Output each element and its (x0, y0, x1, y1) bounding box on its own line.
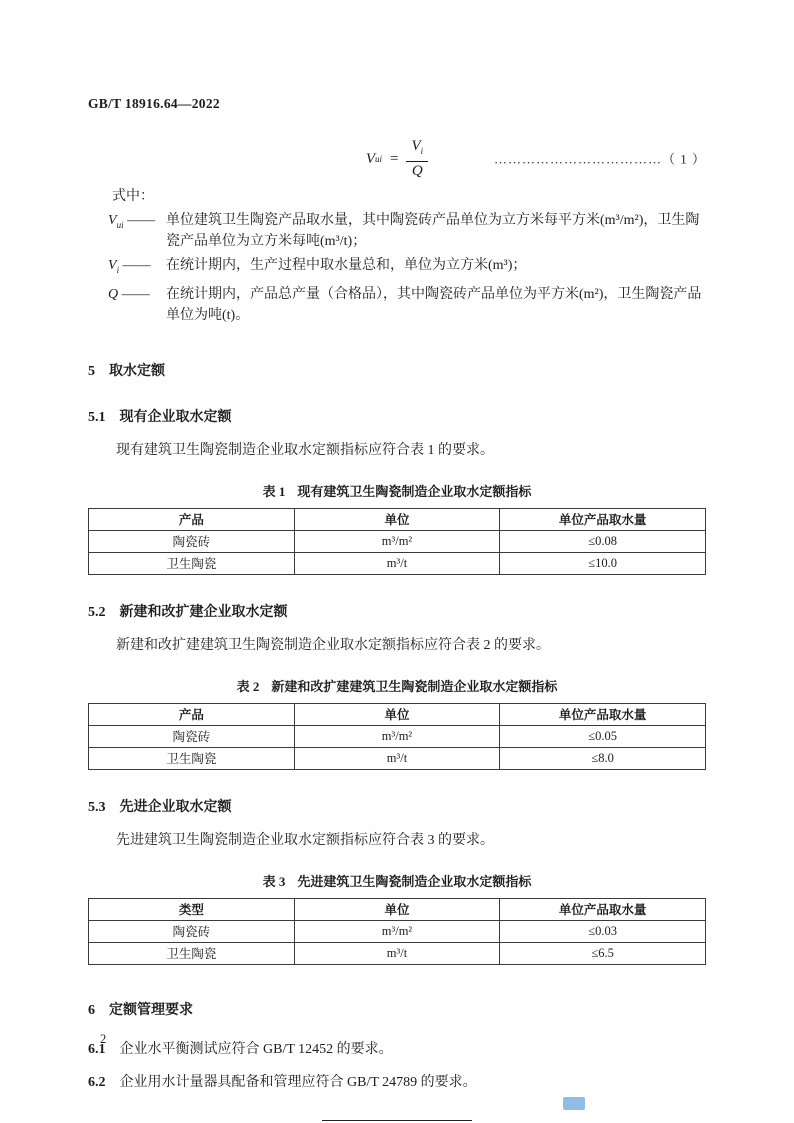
section-number: 6 (88, 1002, 95, 1018)
table-cell: 陶瓷砖 (89, 530, 295, 552)
clause-text: 企业水平衡测试应符合 GB/T 12452 的要求。 (119, 1041, 393, 1057)
definition-item (88, 210, 706, 252)
water-quota-table-1 (88, 508, 706, 575)
equation-row (88, 138, 706, 178)
table-header-cell: 产品 (89, 508, 295, 530)
definition-dash: —— (121, 286, 150, 302)
paragraph-5-2: 新建和改扩建建筑卫生陶瓷制造企业取水定额指标应符合表 2 的要求。 (116, 637, 550, 653)
definition-symbol (108, 210, 166, 252)
end-of-text-rule (322, 1120, 472, 1121)
clause-number: 6.2 (88, 1074, 106, 1090)
table-header-row (89, 508, 706, 530)
definition-dash: —— (127, 213, 156, 228)
table-header-cell: 单位产品取水量 (500, 898, 706, 920)
equals-sign: = (390, 150, 399, 167)
table-cell: m³/m² (294, 725, 500, 747)
table-cell: ≤0.05 (500, 725, 706, 747)
table-2-caption (88, 676, 706, 695)
clause-heading-5-2 (88, 601, 706, 621)
equation (366, 138, 428, 180)
table-header-row (89, 898, 706, 920)
table-header-cell: 单位 (294, 703, 500, 725)
fraction (406, 138, 428, 180)
definition-list (88, 210, 706, 326)
table-cell: 陶瓷砖 (89, 725, 295, 747)
table-header-cell: 单位产品取水量 (500, 703, 706, 725)
table-row (89, 530, 706, 552)
clause-number: 5.3 (88, 799, 106, 815)
symbol-var: V (108, 213, 117, 228)
clause-heading-5-1 (88, 406, 706, 426)
definition-text: 在统计期内，产品总产量（合格品），其中陶瓷砖产品单位为平方米(m²)，卫生陶瓷产品单位为吨(t)。 (166, 286, 702, 323)
standard-number: GB/T 18916.64—2022 (88, 96, 220, 111)
clause-number: 6.1 (88, 1041, 106, 1057)
page-number: 2 (100, 1032, 107, 1046)
table-cell: m³/t (294, 747, 500, 769)
equation-lhs-var: V (365, 150, 375, 167)
table-caption-label: 表 3 (262, 873, 286, 889)
clause-title: 现有企业取水定额 (119, 409, 232, 425)
section-title: 定额管理要求 (109, 1002, 193, 1018)
table-caption-title: 先进建筑卫生陶瓷制造企业取水定额指标 (297, 873, 532, 889)
definition-item (88, 255, 706, 281)
definition-text: 在统计期内，生产过程中取水量总和，单位为立方米(m³)； (166, 258, 527, 273)
table-row (89, 747, 706, 769)
table-caption-title: 现有建筑卫生陶瓷制造企业取水定额指标 (297, 483, 532, 499)
table-3-caption (88, 871, 706, 890)
table-header-row (89, 703, 706, 725)
table-cell: m³/m² (294, 920, 500, 942)
table-cell: ≤0.08 (500, 530, 706, 552)
table-row (89, 920, 706, 942)
symbol-sub: ui (116, 219, 124, 230)
water-quota-table-2 (88, 703, 706, 770)
numerator-sub: i (420, 146, 424, 156)
table-cell: 卫生陶瓷 (89, 942, 295, 964)
clause-number: 5.1 (88, 409, 106, 425)
clause-6-1 (88, 1039, 706, 1061)
water-quota-table-3 (88, 898, 706, 965)
watermark-badge (563, 1097, 585, 1110)
section-heading-5 (88, 360, 706, 380)
section-heading-6 (88, 999, 706, 1019)
table-cell: ≤10.0 (500, 552, 706, 574)
table-cell: m³/t (294, 552, 500, 574)
table-caption-title: 新建和改扩建建筑卫生陶瓷制造企业取水定额指标 (271, 678, 558, 694)
table-cell: m³/m² (294, 530, 500, 552)
clause-6-2 (88, 1072, 706, 1094)
definition-text: 单位建筑卫生陶瓷产品取水量，其中陶瓷砖产品单位为立方米每平方米(m³/m²)，卫生陶瓷产品单位为立方米每吨(m³/t)； (166, 213, 700, 249)
table-row (89, 552, 706, 574)
table-cell: ≤0.03 (500, 920, 706, 942)
section-number: 5 (88, 363, 95, 379)
symbol-var: Q (108, 286, 119, 302)
fraction-numerator (406, 138, 428, 162)
table-cell: ≤6.5 (500, 942, 706, 964)
definition-symbol (108, 255, 166, 281)
paragraph-5-3: 先进建筑卫生陶瓷制造企业取水定额指标应符合表 3 的要求。 (116, 832, 494, 848)
table-caption-label: 表 2 (236, 678, 260, 694)
paragraph-5-1: 现有建筑卫生陶瓷制造企业取水定额指标应符合表 1 的要求。 (116, 442, 494, 458)
clause-title: 新建和改扩建企业取水定额 (119, 604, 288, 620)
table-cell: 陶瓷砖 (89, 920, 295, 942)
table-cell: 卫生陶瓷 (89, 552, 295, 574)
equation-lhs-sub: ui (375, 154, 383, 164)
definition-item (88, 284, 706, 326)
table-row (89, 725, 706, 747)
fraction-denominator: Q (411, 163, 423, 179)
table-header-cell: 单位产品取水量 (500, 508, 706, 530)
definition-symbol (108, 284, 166, 326)
table-row (89, 942, 706, 964)
section-title: 取水定额 (109, 363, 165, 379)
where-label: 式中： (112, 189, 154, 204)
clause-title: 先进企业取水定额 (119, 799, 232, 815)
table-1-caption (88, 481, 706, 500)
symbol-var: V (108, 258, 117, 273)
table-caption-label: 表 1 (262, 483, 286, 499)
table-cell: m³/t (294, 942, 500, 964)
table-header-cell: 单位 (294, 508, 500, 530)
symbol-sub: i (116, 264, 120, 275)
table-cell: 卫生陶瓷 (89, 747, 295, 769)
clause-text: 企业用水计量器具配备和管理应符合 GB/T 24789 的要求。 (119, 1074, 477, 1090)
equation-number: ………………………………（ 1 ） (493, 151, 706, 167)
clause-number: 5.2 (88, 604, 106, 620)
clause-heading-5-3 (88, 796, 706, 816)
definition-dash: —— (122, 258, 151, 273)
table-cell: ≤8.0 (500, 747, 706, 769)
table-header-cell: 单位 (294, 898, 500, 920)
numerator-var: V (411, 138, 421, 154)
table-header-cell: 类型 (89, 898, 295, 920)
table-header-cell: 产品 (89, 703, 295, 725)
